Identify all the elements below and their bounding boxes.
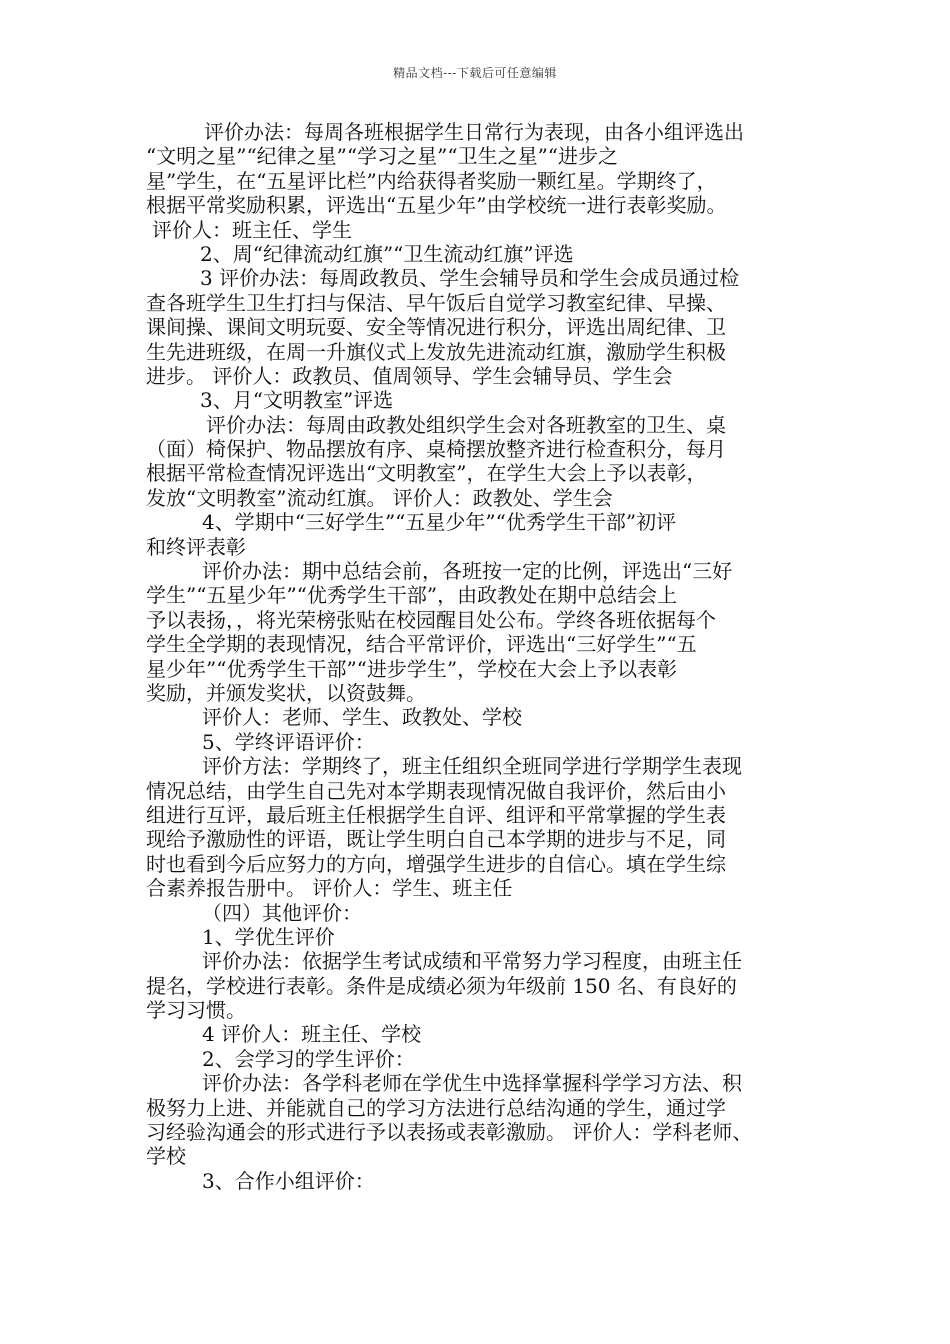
text-line: 评价办法：每周由政教处组织学生会对各班教室的卫生、桌 (206, 412, 726, 437)
text-line: 评价办法：每周各班根据学生日常行为表现，由各小组评选出 (204, 120, 744, 144)
text-line: 3、月“文明教室”评选 (200, 388, 394, 413)
text-line: 学生全学期的表现情况，结合平常评价，评选出“三好学生”“五 (146, 632, 697, 657)
text-line: 查各班学生卫生打扫与保洁、早午饭后自觉学习教室纪律、早操、 (146, 290, 726, 315)
text-line: 发放“文明教室”流动红旗。 评价人：政教处、学生会 (146, 485, 613, 510)
text-line: 奖励，并颁发奖状，以资鼓舞。 (146, 680, 426, 705)
text-line: 4 评价人：班主任、学校 (202, 1022, 422, 1047)
text-line: 进步。 评价人：政教员、值周领导、学生会辅导员、学生会 (146, 363, 673, 388)
text-line: 1、学优生评价 (202, 924, 335, 949)
text-line: 评价办法：期中总结会前，各班按一定的比例，评选出“三好 (202, 559, 733, 584)
text-line: 根据平常奖励积累，评选出“五星少年”由学校统一进行表彰奖励。 (146, 193, 727, 218)
text-line: 课间操、课间文明玩耍、安全等情况进行积分，评选出周纪律、卫 (146, 315, 726, 340)
text-line: 3 评价办法：每周政教员、学生会辅导员和学生会成员通过检 (200, 266, 740, 291)
text-line: 合素养报告册中。 评价人：学生、班主任 (146, 876, 513, 901)
text-line: 评价人：班主任、学生 (152, 217, 352, 242)
text-line: 和终评表彰 (146, 534, 246, 559)
text-line: 组进行互评，最后班主任根据学生自评、组评和平常掌握的学生表 (146, 802, 726, 827)
text-line: 2、会学习的学生评价： (202, 1046, 415, 1071)
text-line: 习经验沟通会的形式进行予以表扬或表彰激励。 评价人：学科老师、 (146, 1120, 753, 1145)
text-line: 极努力上进、并能就自己的学习方法进行总结沟通的学生，通过学 (146, 1095, 726, 1120)
document-body (146, 120, 814, 1193)
text-line: 提名，学校进行表彰。条件是成绩必须为年级前 150 名、有良好的 (146, 973, 737, 998)
text-line: 现给予激励性的评语，既让学生明白自己本学期的进步与不足，同 (146, 827, 726, 852)
text-line: 根据平常检查情况评选出“文明教室”，在学生大会上予以表彰， (146, 461, 707, 486)
text-line: 评价办法：各学科老师在学优生中选择掌握科学学习方法、积 (202, 1071, 742, 1096)
text-line: 评价方法：学期终了，班主任组织全班同学进行学期学生表现 (202, 754, 742, 779)
text-line: 生先进班级，在周一升旗仪式上发放先进流动红旗，激励学生积极 (146, 339, 726, 364)
text-line: 评价人：老师、学生、政教处、学校 (202, 705, 522, 730)
text-line: 5、学终评语评价： (202, 729, 375, 754)
text-line: 情况总结，由学生自己先对本学期表现情况做自我评价，然后由小 (146, 778, 726, 803)
text-line: 学校 (146, 1144, 186, 1169)
text-line: 星”学生，在“五星评比栏”内给获得者奖励一颗红星。学期终了， (146, 168, 717, 193)
text-line: 星少年”“优秀学生干部”“进步学生”，学校在大会上予以表彰 (146, 656, 678, 681)
text-line: 评价办法：依据学生考试成绩和平常努力学习程度，由班主任 (202, 949, 742, 974)
text-line: 4、学期中“三好学生”“五星少年”“优秀学生干部”初评 (202, 510, 677, 535)
text-line: 学生”“五星少年”“优秀学生干部”，由政教处在期中总结会上 (146, 583, 678, 608)
text-line: （四）其他评价： (202, 900, 362, 925)
text-line: （面）椅保护、物品摆放有序、桌椅摆放整齐进行检查积分，每月 (146, 437, 726, 462)
text-line: 2、周“纪律流动红旗”“卫生流动红旗”评选 (200, 241, 574, 266)
text-line: 学习习惯。 (146, 998, 246, 1023)
page-header: 精品文档---下载后可任意编辑 (393, 66, 557, 80)
text-line: 3、合作小组评价： (202, 1168, 375, 1193)
text-line: 予以表扬，，将光荣榜张贴在校园醒目处公布。学终各班依据每个 (146, 607, 716, 632)
text-line: 时也看到今后应努力的方向，增强学生进步的自信心。填在学生综 (146, 851, 726, 876)
text-line: “文明之星”“纪律之星”“学习之星”“卫生之星”“进步之 (146, 144, 619, 169)
